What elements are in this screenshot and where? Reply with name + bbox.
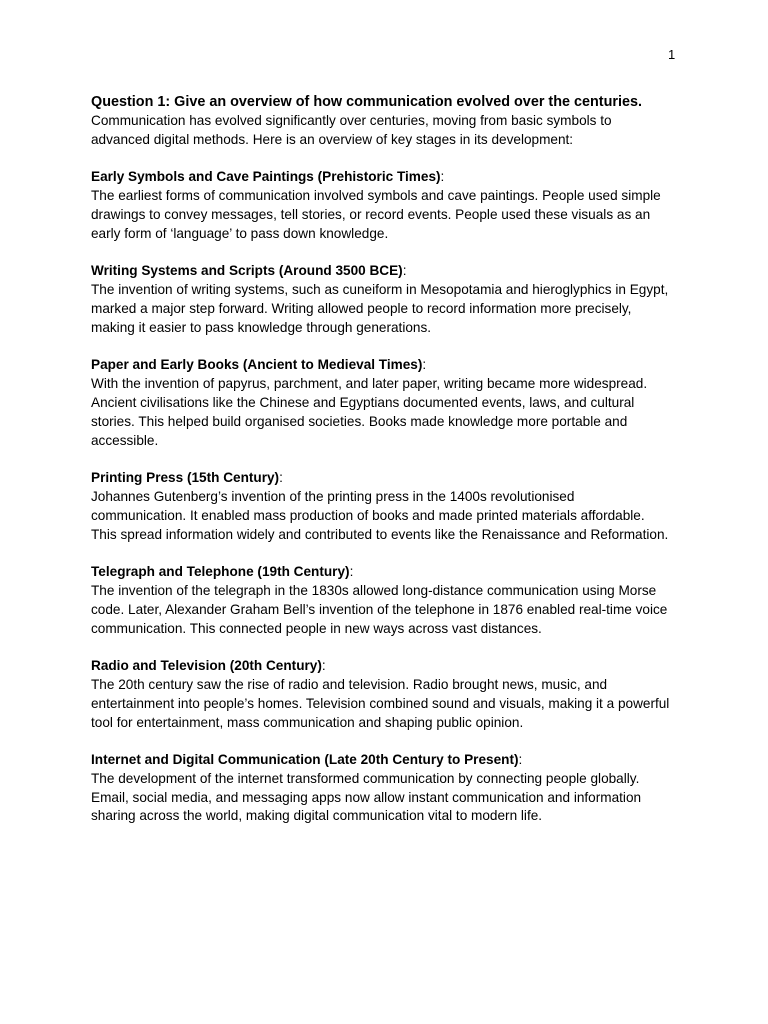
section-heading-title: Internet and Digital Communication (Late 20th Century to Present): [91, 752, 519, 768]
section-heading: [91, 751, 691, 770]
heading-colon: :: [402, 263, 407, 279]
heading-colon: :: [349, 564, 354, 580]
section-radio-television: [91, 657, 691, 732]
section-heading-title: Telegraph and Telephone (19th Century): [91, 564, 350, 580]
section-printing-press: [91, 469, 691, 544]
heading-colon: :: [440, 169, 445, 185]
section-body: The development of the internet transformed communication by connecting people globally. Email, social media, and messaging apps now allow instant communication and information sharing across the world, making digital communication vital to modern life.: [91, 770, 642, 824]
document-body: [91, 92, 691, 826]
section-body: With the invention of papyrus, parchment, and later paper, writing became more widespread. Ancient civilisations like the Chinese and Egyptians documented events, laws, and cultural stories. This helped build organised societies. Books made knowledge more portable and accessible.: [91, 376, 648, 448]
section-heading-title: Printing Press (15th Century): [91, 470, 280, 486]
section-heading-title: Writing Systems and Scripts (Around 3500 BCE): [91, 263, 403, 279]
section-body: Johannes Gutenberg’s invention of the printing press in the 1400s revolutionised communication. It enabled mass production of books and made printed materials affordable. This spread information widely and contributed to events like the Renaissance and Reformation.: [91, 488, 669, 542]
heading-colon: :: [321, 658, 326, 674]
section-heading: [91, 469, 691, 488]
section-body: The invention of the telegraph in the 1830s allowed long-distance communication using Morse code. Later, Alexander Graham Bell’s invention of the telephone in 1876 enabled real-time voice communication. This connected people in new ways across vast distances.: [91, 582, 668, 636]
section-internet-digital: [91, 751, 691, 826]
section-heading-title: Radio and Television (20th Century): [91, 658, 322, 674]
heading-colon: :: [279, 470, 283, 486]
intro-paragraph: Communication has evolved significantly over centuries, moving from basic symbols to advanced digital methods. Here is an overview of key stages in its development:: [91, 113, 612, 147]
section-early-symbols: [91, 168, 691, 243]
page-number: 1: [668, 47, 676, 62]
heading-colon: :: [422, 357, 427, 373]
section-heading-title: Paper and Early Books (Ancient to Medieval Times): [91, 357, 423, 373]
heading-colon: :: [518, 752, 523, 768]
question-title: Question 1: Give an overview of how communication evolved over the centuries.: [91, 94, 642, 110]
section-paper-books: [91, 356, 691, 450]
section-body: The earliest forms of communication involved symbols and cave paintings. People used simple drawings to convey messages, tell stories, or record events. People used these visuals as an early form of ‘language’ to pass down knowledge.: [91, 188, 661, 241]
section-body: The invention of writing systems, such as cuneiform in Mesopotamia and hieroglyphics in Egypt, marked a major step forward. Writing allowed people to record information more precisely, making it easier to pass knowledge through generations.: [91, 282, 669, 335]
section-telegraph-telephone: [91, 563, 691, 638]
section-writing-systems: [91, 262, 691, 337]
section-heading: [91, 262, 691, 281]
section-body: The 20th century saw the rise of radio and television. Radio brought news, music, and entertainment into people’s homes. Television combined sound and visuals, making it a powerful tool for entertainment, mass communication and shaping public opinion.: [91, 676, 670, 730]
section-heading-title: Early Symbols and Cave Paintings (Prehistoric Times): [91, 169, 441, 185]
section-heading: [91, 657, 691, 676]
section-heading: [91, 563, 691, 582]
section-heading: [91, 168, 691, 187]
section-heading: [91, 356, 691, 375]
